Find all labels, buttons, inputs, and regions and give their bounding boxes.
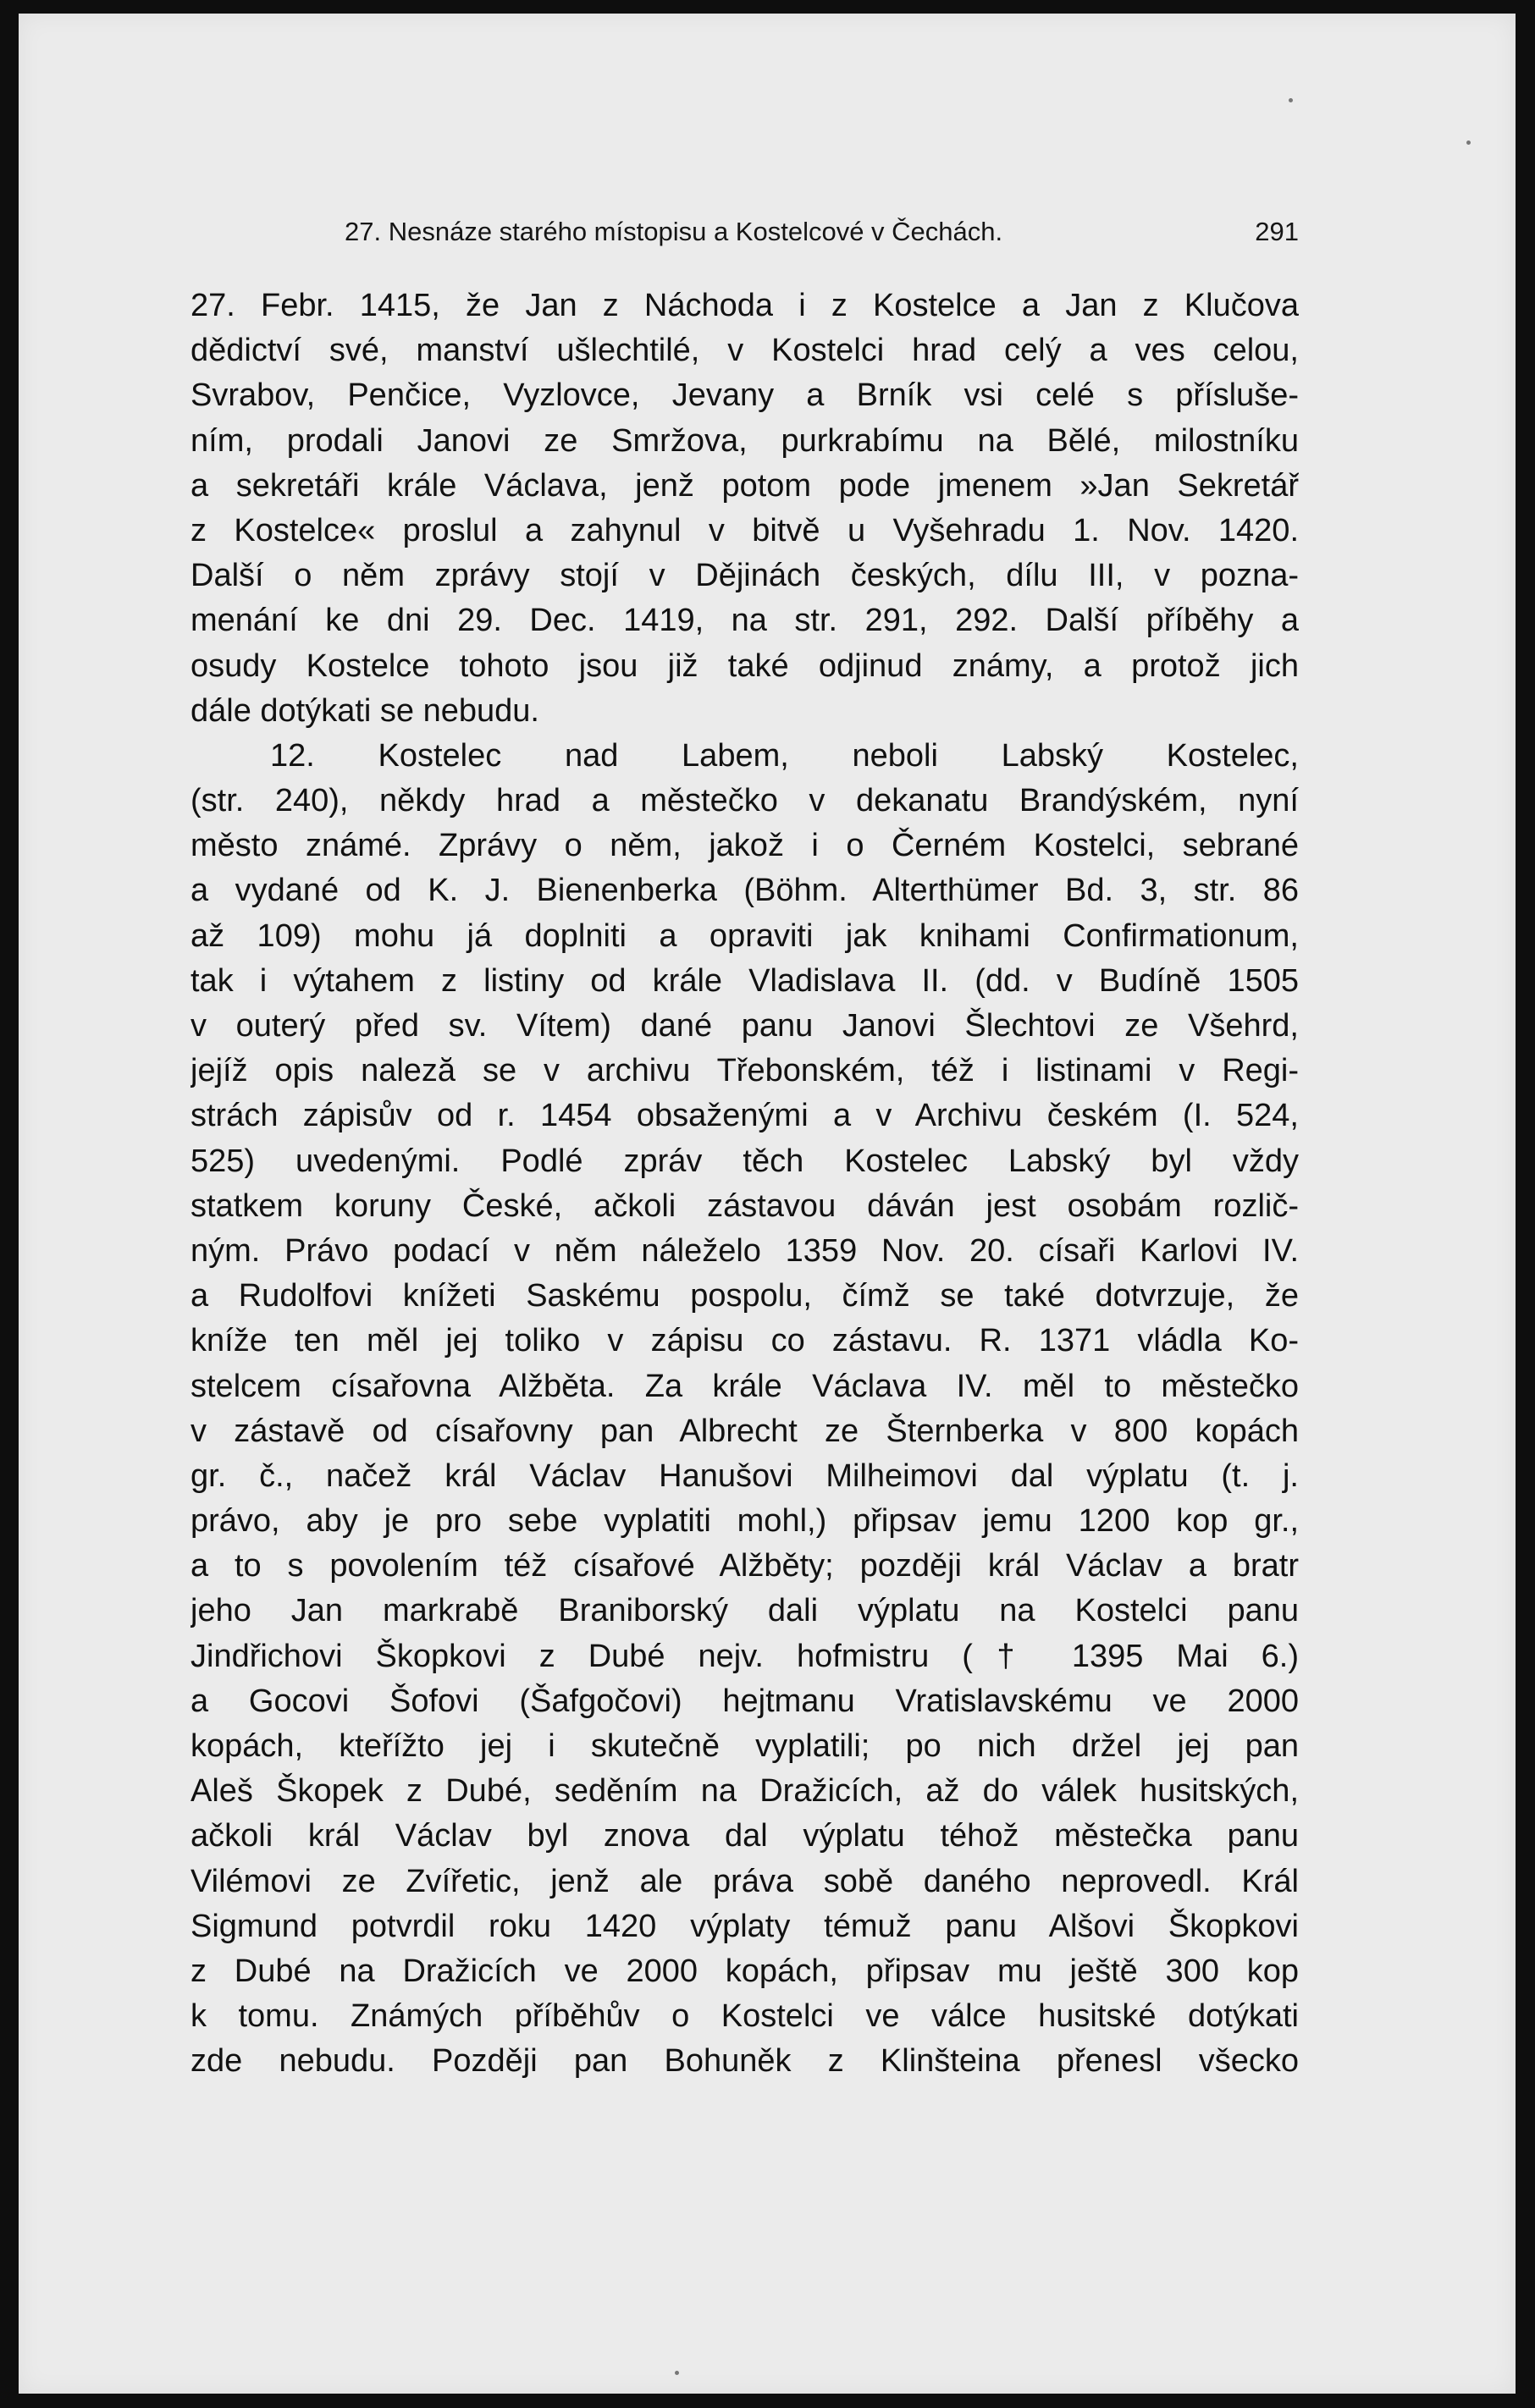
text-line: tak i výtahem z listiny od krále Vladislava II. (dd. v Budíně 1505 [190,962,1299,999]
text-line: město známé. Zprávy o něm, jakož i o Černém Kostelci, sebrané [190,828,1299,864]
text-line: z Kostelce« proslul a zahynul v bitvě u Vyšehradu 1. Nov. 1420. [190,512,1299,548]
text-line: jejíž opis naleză se v archivu Třebonském, též i listinami v Regi‑ [190,1053,1299,1089]
text-line: zde nebudu. Později pan Bohuněk z Klinšteina přenesl všecko [190,2043,1299,2080]
text-line: a Gocovi Šofovi (Šafgočovi) hejtmanu Vratislavskému ve 2000 [190,1683,1299,1719]
page-number: 291 [1255,217,1299,246]
text-line: osudy Kostelce tohoto jsou již také odjinud známy, a protož jich [190,647,1299,684]
running-header [345,211,1299,253]
text-line: ním, prodali Janovi ze Smržova, purkrabímu na Bělé, milostníku [190,422,1299,459]
text-line: až 109) mohu já doplniti a opraviti jak knihami Confirmationum, [190,917,1299,954]
text-line: dále dotýkati se nebudu. [190,692,539,729]
text-line: gr. č., načež král Václav Hanušovi Milheimovi dal výplatu (t. j. [190,1457,1299,1494]
text-line: ačkoli král Václav byl znova dal výplatu téhož městečka panu [190,1818,1299,1854]
running-title: 27. Nesnáze starého místopisu a Kostelcové v Čechách. [345,217,1003,246]
text-line: strách zápisův od r. 1454 obsaženými a v Archivu českém (I. 524, [190,1098,1299,1134]
text-line: a to s povolením též císařové Alžběty; později král Václav a bratr [190,1548,1299,1584]
text-line: dědictví své, manství ušlechtilé, v Kostelci hrad celý a ves celou, [190,333,1299,369]
text-line: v outerý před sv. Vítem) dané panu Janovi Šlechtovi ze Všehrd, [190,1008,1299,1044]
text-line: Další o něm zprávy stojí v Dějinách českých, dílu III, v pozna‑ [190,558,1299,594]
dust-speck [675,2371,679,2375]
body-text [190,284,1299,2085]
section-heading-line: 12. Kostelec nad Labem, neboli Labský Kostelec, [270,737,1299,774]
text-line: a sekretáři krále Václava, jenž potom pode jmenem »Jan Sekretář [190,467,1299,504]
text-line: 525) uvedenými. Podlé zpráv těch Kostelec Labský byl vždy [190,1143,1299,1179]
text-line: ným. Právo podací v něm náleželo 1359 Nov. 20. císaři Karlovi IV. [190,1232,1299,1269]
dust-speck [1289,98,1293,102]
text-line: k tomu. Známých příběhův o Kostelci ve válce husitské dotýkati [190,1998,1299,2035]
text-line: z Dubé na Dražicích ve 2000 kopách, připsav mu ještě 300 kop [190,1953,1299,1989]
text-line: a vydané od K. J. Bienenberka (Böhm. Alterthümer Bd. 3, str. 86 [190,873,1299,909]
text-line: (str. 240), někdy hrad a městečko v dekanatu Brandýském, nyní [190,783,1299,819]
text-line: stelcem císařovna Alžběta. Za krále Václava IV. měl to městečko [190,1368,1299,1404]
text-line: Aleš Škopek z Dubé, seděním na Dražicích, až do válek husitských, [190,1773,1299,1810]
dust-speck [1466,141,1471,145]
text-line: a Rudolfovi knížeti Saskému pospolu, čímž se také dotvrzuje, že [190,1278,1299,1314]
text-line: menání ke dni 29. Dec. 1419, na str. 291, 292. Další příběhy a [190,603,1299,639]
text-line: právo, aby je pro sebe vyplatiti mohl,) připsav jemu 1200 kop gr., [190,1503,1299,1540]
text-line: 27. Febr. 1415, že Jan z Náchoda i z Kostelce a Jan z Klučova [190,288,1299,323]
text-line: jeho Jan markrabě Braniborský dali výplatu na Kostelci panu [190,1593,1299,1629]
text-line: Sigmund potvrdil roku 1420 výplaty témuž panu Alšovi Škopkovi [190,1908,1299,1944]
text-line: kníže ten měl jej toliko v zápisu co zástavu. R. 1371 vládla Ko‑ [190,1323,1299,1359]
text-line: statkem koruny České, ačkoli zástavou dáván jest osobám rozlič‑ [190,1187,1299,1224]
text-line: v zástavě od císařovny pan Albrecht ze Šternberka v 800 kopách [190,1413,1299,1449]
text-line: Jindřichovi Škopkovi z Dubé nejv. hofmistru († 1395 Mai 6.) [190,1638,1299,1674]
text-line: Svrabov, Penčice, Vyzlovce, Jevany a Brník vsi celé s přísluše‑ [190,377,1299,414]
text-line: Vilémovi ze Zvířetic, jenž ale práva sobě daného neprovedl. Král [190,1863,1299,1899]
text-line: kopách, kteřížto jej i skutečně vyplatili; po nich držel jej pan [190,1728,1299,1764]
